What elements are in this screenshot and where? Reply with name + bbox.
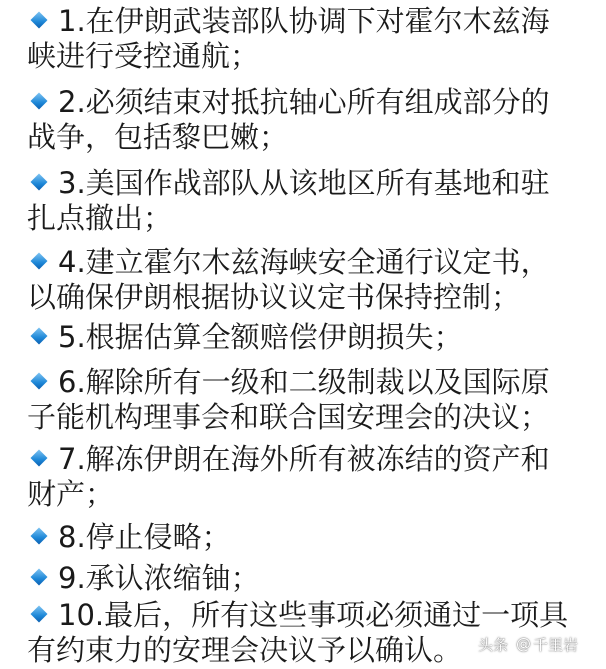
watermark-prefix: 头条 — [477, 635, 508, 654]
item-line: 3.美国作战部队从该地区所有基地和驻 — [58, 166, 550, 200]
item-line: 财产； — [27, 477, 115, 511]
list-item — [0, 320, 606, 355]
item-line: 1.在伊朗武装部队协调下对霍尔木兹海 — [58, 4, 550, 38]
item-line: 战争，包括黎巴嫩； — [27, 120, 289, 154]
list-item — [0, 520, 606, 555]
item-line: 4.建立霍尔木兹海峡安全通行议定书， — [58, 245, 550, 279]
item-line: 10.最后，所有这些事项必须通过一项具 — [58, 598, 569, 632]
watermark — [478, 631, 578, 657]
item-line: 子能机构理事会和联合国安理会的决议； — [27, 400, 550, 434]
list-item — [0, 561, 606, 596]
item-line: 5.根据估算全额赔偿伊朗损失； — [58, 320, 463, 354]
item-line: 峡进行受控通航； — [27, 39, 260, 73]
list-item — [0, 4, 606, 74]
item-line: 9.承认浓缩铀； — [58, 561, 260, 595]
list-item — [0, 245, 606, 315]
item-line: 8.停止侵略； — [58, 520, 231, 554]
item-line: 以确保伊朗根据协议议定书保持控制； — [27, 280, 521, 314]
list-item — [0, 85, 606, 155]
watermark-handle: 千里岩 — [532, 635, 578, 654]
item-line: 6.解除所有一级和二级制裁以及国际原 — [58, 365, 550, 399]
list-item — [0, 365, 606, 435]
item-line: 扎点撤出； — [27, 201, 173, 235]
item-line: 2.必须结束对抵抗轴心所有组成部分的 — [58, 85, 550, 119]
list-item — [0, 166, 606, 236]
list-item — [0, 442, 606, 512]
watermark-at: @ — [515, 635, 531, 653]
item-line: 7.解冻伊朗在海外所有被冻结的资产和 — [58, 442, 550, 476]
item-line: 有约束力的安理会决议予以确认。 — [27, 633, 463, 667]
